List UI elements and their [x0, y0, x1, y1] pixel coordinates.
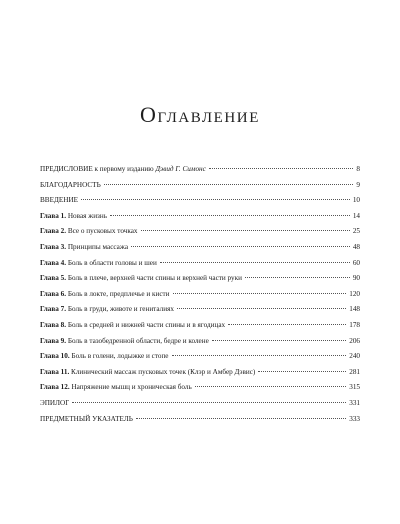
toc-entry-label	[40, 256, 157, 272]
dot-leader	[245, 277, 350, 278]
toc-entry-page-number: 8	[356, 165, 360, 173]
toc-entry-title: ЭПИЛОГ	[40, 398, 70, 407]
toc-entry-label	[40, 365, 255, 381]
toc-entry-preface	[40, 162, 360, 178]
dot-leader	[104, 184, 354, 185]
toc-entry-title: ПРЕДМЕТНЫЙ УКАЗАТЕЛЬ	[40, 414, 133, 423]
toc-entry-title: Напряжение мышц и хроническая боль	[69, 383, 192, 392]
toc-entry-title: Боль в груди, животе и гениталиях	[66, 305, 175, 314]
toc-entry-label	[40, 178, 101, 194]
toc-entry-chapter-number: Глава 3.	[40, 242, 67, 251]
toc-entry-title: Боль в плече, верхней части спины и верхней части руки	[66, 274, 242, 283]
toc-entry-title: Все о пусковых точках	[66, 227, 138, 236]
toc-entry-chapter-number: Глава 6.	[40, 289, 67, 298]
toc-entry-title: БЛАГОДАРНОСТЬ	[40, 180, 101, 189]
toc-entry-epilogue	[40, 396, 360, 412]
toc-entry-title: ВВЕДЕНИЕ	[40, 196, 79, 205]
page-title: Оглавление	[139, 102, 261, 127]
toc-entry-chapter-4	[40, 256, 360, 272]
toc-entry-label	[40, 349, 169, 365]
dot-leader	[258, 371, 346, 372]
toc-entry-title: Боль в области головы и шеи	[66, 258, 157, 267]
toc-entry-page-number: 60	[352, 258, 360, 267]
toc-entry-title: Боль в тазобедренной области, бедре и колене	[66, 336, 209, 345]
toc-entry-label	[40, 334, 209, 350]
toc-entry-acknowledgments	[40, 178, 360, 194]
dot-leader	[72, 402, 346, 403]
dot-leader	[209, 168, 354, 169]
toc-entry-label	[40, 209, 107, 225]
dot-leader	[131, 246, 350, 247]
toc-entry-page-number: 48	[352, 242, 360, 251]
toc-entry-page-number: 148	[349, 305, 360, 314]
toc-entry-title: Клинический массаж пусковых точек (Клэр и Амбер Дэвис)	[69, 367, 256, 376]
toc-entry-chapter-number: Глава 7.	[40, 305, 67, 314]
toc-entry-page-number: 206	[349, 336, 360, 345]
dot-leader	[160, 262, 350, 263]
toc-entry-label	[40, 396, 69, 412]
dot-leader	[81, 199, 350, 200]
toc-entry-label	[40, 287, 170, 303]
toc-entry-chapter-number: Глава 4.	[40, 258, 67, 267]
toc-entry-chapter-number: Глава 2.	[40, 227, 67, 236]
toc-entry-chapter-7	[40, 302, 360, 318]
toc-entry-page-number: 14	[352, 211, 360, 220]
dot-leader	[136, 418, 346, 419]
toc-entry-chapter-9	[40, 334, 360, 350]
dot-leader	[141, 230, 350, 231]
toc-entry-chapter-number: Глава 12.	[40, 383, 70, 392]
toc-entry-chapter-1	[40, 209, 360, 225]
toc-entry-page-number: 315	[349, 383, 360, 392]
dot-leader	[212, 340, 346, 341]
toc-entry-chapter-5	[40, 271, 360, 287]
dot-leader	[172, 355, 347, 356]
dot-leader	[173, 293, 347, 294]
toc-entry-chapter-12	[40, 380, 360, 396]
dot-leader	[110, 215, 350, 216]
toc-entry-label	[40, 380, 192, 396]
toc-entry-author: Дэвид Г. Симонс	[155, 165, 206, 173]
toc-entry-page-number: 25	[352, 227, 360, 236]
toc-entry-page-number: 331	[349, 398, 360, 407]
toc-entry-page-number: 120	[349, 289, 360, 298]
toc-entry-page-number: 178	[349, 320, 360, 329]
toc-entry-chapter-number: Глава 11.	[40, 367, 70, 376]
toc-entry-page-number: 9	[356, 180, 360, 189]
toc-entry-label	[40, 162, 206, 178]
dot-leader	[177, 308, 346, 309]
toc-entry-chapter-number: Глава 9.	[40, 336, 67, 345]
toc-entry-label	[40, 240, 128, 256]
toc-entry-introduction	[40, 193, 360, 209]
toc-entry-label	[40, 271, 242, 287]
table-of-contents	[40, 162, 360, 427]
toc-entry-chapter-11	[40, 365, 360, 381]
toc-entry-page-number: 10	[352, 196, 360, 205]
toc-entry-label	[40, 318, 225, 334]
toc-entry-title: ПРЕДИСЛОВИЕ к первому изданию	[40, 165, 156, 173]
toc-entry-title: Боль в голени, лодыжке и стопе	[69, 352, 169, 361]
toc-entry-chapter-number: Глава 8.	[40, 320, 67, 329]
toc-entry-title: Боль в локте, предплечье и кисти	[66, 289, 170, 298]
toc-entry-title: Новая жизнь	[66, 211, 108, 220]
dot-leader	[195, 386, 346, 387]
toc-entry-title: Принципы массажа	[66, 242, 129, 251]
toc-entry-title: Боль в средней и нижней части спины и в ягодицах	[66, 320, 226, 329]
toc-entry-chapter-2	[40, 224, 360, 240]
toc-entry-chapter-3	[40, 240, 360, 256]
toc-entry-chapter-10	[40, 349, 360, 365]
toc-entry-page-number: 240	[349, 352, 360, 361]
toc-entry-chapter-8	[40, 318, 360, 334]
toc-entry-page-number: 333	[349, 414, 360, 423]
toc-entry-label	[40, 224, 138, 240]
toc-entry-chapter-number: Глава 5.	[40, 274, 67, 283]
toc-entry-chapter-number: Глава 1.	[40, 211, 67, 220]
toc-entry-index	[40, 412, 360, 428]
toc-entry-page-number: 90	[352, 274, 360, 283]
dot-leader	[228, 324, 346, 325]
toc-entry-label	[40, 302, 174, 318]
toc-entry-chapter-6	[40, 287, 360, 303]
toc-entry-chapter-number: Глава 10.	[40, 352, 70, 361]
toc-entry-label	[40, 412, 133, 428]
toc-entry-page-number: 281	[349, 367, 360, 376]
toc-entry-label	[40, 193, 78, 209]
